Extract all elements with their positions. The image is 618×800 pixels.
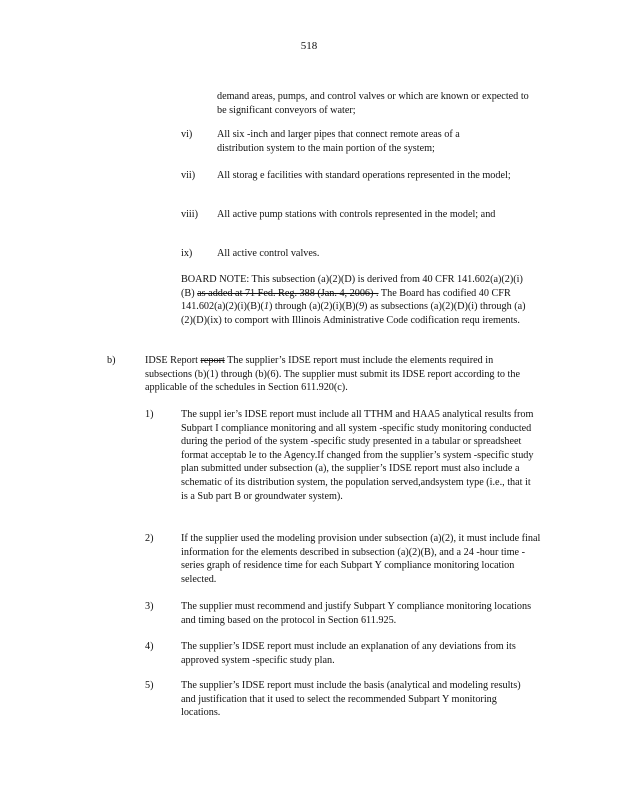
item-viii-text: All active pump stations with controls represented in the model; and	[217, 209, 496, 220]
item-ix-text: All active control valves.	[217, 248, 320, 259]
item-vii-text: All storag e facilities with standard operations represented in the model;	[217, 170, 511, 181]
board-note-text-3: ) through (a)(2)(i)(B)(	[268, 301, 359, 313]
continued-text: demand areas, pumps, and control valves or which are known or expected to be significant conveyors of water;	[217, 91, 529, 116]
board-note-text-4: ) as subsections (a)(2)(D)(i) through (a)(2)(D)(ix) to comport with Illinois Administrative Code codification requ irements.	[181, 301, 526, 326]
section-b-text: The supplier’s IDSE report must include the elements required in subsections (b)(1) through (b)(6). The supplier must submit its IDSE report according to the applicable of the schedules in Section 611.920(c).	[145, 355, 520, 394]
board-note	[181, 273, 531, 327]
board-note-italic-2: 9	[358, 301, 365, 313]
item-2-text: If the supplier used the modeling provision under subsection (a)(2), it must include final information for the elements described in subsection (a)(2)(B), and a 24 -hour time -series graph of residence time for each Subpart Y compliance monitoring location selected.	[181, 533, 541, 585]
page-number: 518	[300, 40, 318, 52]
item-vi-text: All six -inch and larger pipes that connect remote areas of a distribution system to the main portion of the system;	[217, 129, 460, 154]
board-note-struck-text: as added at 71 Fed. Reg. 388 (Jan. 4, 2006) .	[197, 287, 379, 299]
item-1-number: 1)	[145, 409, 154, 420]
item-5-text: The supplier’s IDSE report must include the basis (analytical and modeling results) and justification that it used to select the recommended Subpart Y monitoring locations.	[181, 680, 521, 719]
item-viii-number: viii)	[181, 209, 198, 220]
board-note-text-2: The Board has codified 40 CFR 141.602(a)(2)(i)(B)(	[181, 287, 511, 313]
item-4-text: The supplier’s IDSE report must include an explanation of any deviations from its approved system -specific study plan.	[181, 641, 516, 666]
item-3-text: The supplier must recommend and justify Subpart Y compliance monitoring locations and timing based on the protocol in Section 611.925.	[181, 601, 532, 626]
section-b-heading: IDSE Report	[145, 355, 198, 366]
item-4-number: 4)	[145, 641, 154, 652]
item-ix-number: ix)	[181, 248, 193, 259]
section-b-number: b)	[107, 355, 116, 366]
section-b-struck-text: report	[200, 355, 225, 366]
board-note-text-1: BOARD NOTE: This subsection (a)(2)(D) is derived from 40 CFR 141.602(a)(2)(i)(B)	[181, 274, 523, 299]
item-vi-number: vi)	[181, 129, 193, 140]
item-3-number: 3)	[145, 601, 154, 612]
item-5-number: 5)	[145, 680, 154, 691]
board-note-italic-1: 1	[263, 301, 269, 313]
continued-paragraph	[217, 90, 530, 117]
item-2-number: 2)	[145, 533, 154, 544]
section-b-paragraph	[145, 354, 532, 395]
item-vii-number: vii)	[181, 170, 196, 181]
item-1-text: The suppl ier’s IDSE report must include all TTHM and HAA5 analytical results from Subpart I compliance monitoring and all system -specific study monitoring conducted during the period of the system -specific study presented in a tabular or spreadsheet format acceptab le to the Agency.If changed from the supplier’s system -specific study plan submitted under subsection (a), the supplier’s IDSE report must also include a schematic of its distribution system, the population served,andsystem type (i.e., that it is a Sub part B or groundwater system).	[181, 409, 534, 502]
